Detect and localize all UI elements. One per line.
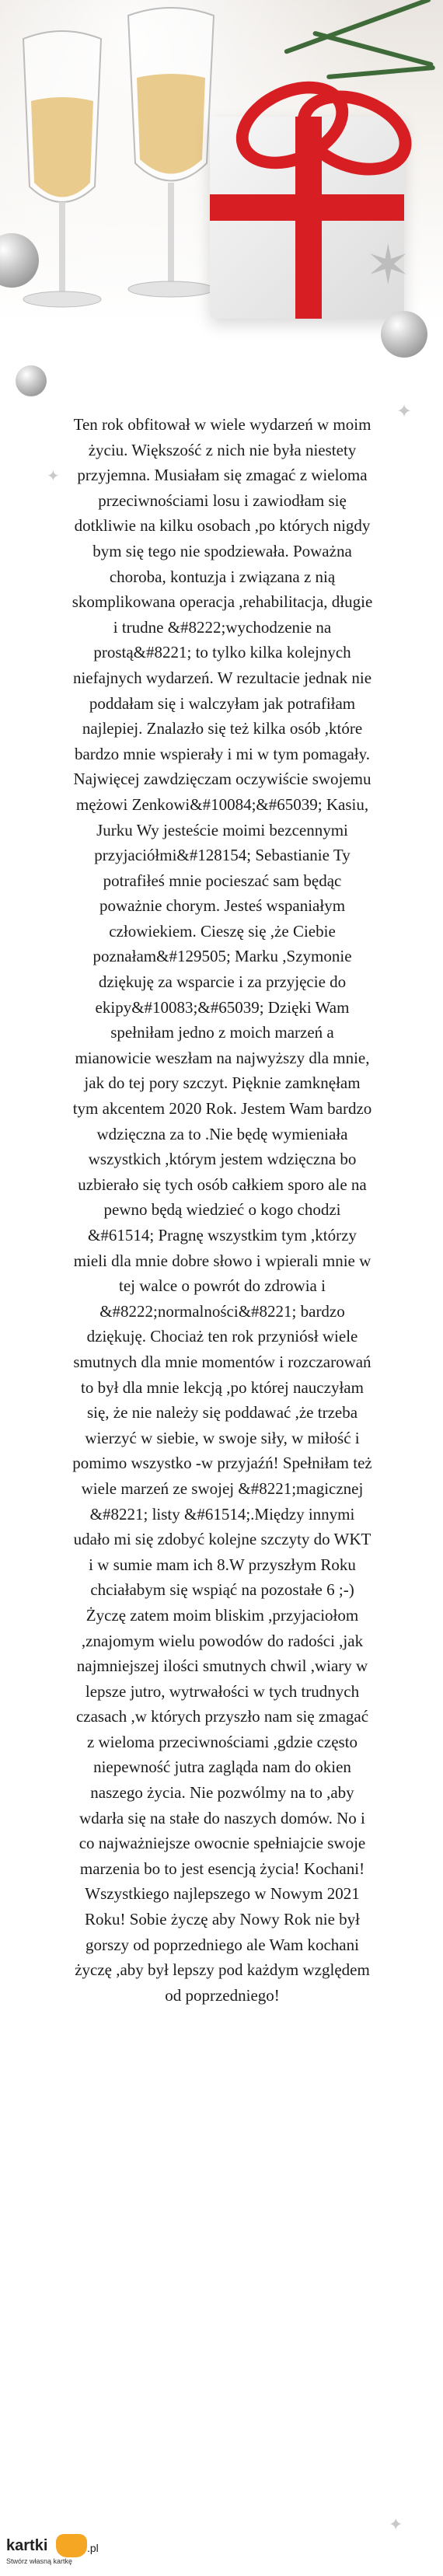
star-icon: ✦ [389, 2515, 403, 2534]
star-icon: ✦ [47, 468, 60, 485]
header-christmas-image [0, 0, 443, 485]
greeting-message: Ten rok obfitował w wiele wydarzeń w moim życiu. Większość z nich nie była niestety przyjemna. Musiałam się zmagać z wieloma przeciwnościami losu i zawiodłam się dotkliwie na kilku osobach ,po których nigdy bym się tego nie spodziewała. Poważna choroba, kontuzja i związana z nią skomplikowana operacja ,rehabilitacja, długie i trudne &#8222;wychodzenie na prostą&#8221; to tylko kilka kolejnych niefajnych wydarzeń. W rezultacie jednak nie poddałam się i walczyłam jak potrafiłam najlepiej. Znalazło się też kilka osób ,które bardzo mnie wspierały i mi w tym pomagały. Najwięcej zawdzięczam oczywiście swojemu mężowi Zenkowi&#10084;&#65039; Kasiu, Jurku Wy jesteście moimi bezcennymi przyjaciółmi&#128154; Sebastianie Ty potrafiłeś mnie pocieszać sam będąc poważnie chorym. Jesteś wspaniałym człowiekiem. Cieszę się ,że Ciebie poznałam&#129505; Marku ,Szymonie dziękuję za wsparcie i za przyjęcie do ekipy&#10083;&#65039; Dzięki Wam spełniłam jedno z moich marzeń a mianowicie weszłam na najwyższy dla mnie, jak do tej pory szczyt. Pięknie zamknęłam tym akcentem 2020 Rok. Jestem Wam bardzo wdzięczna za to .Nie będę wymieniała wszystkich ,którym jestem wdzięczna bo uzbierało się tych osób całkiem sporo ale na pewno będą wiedzieć o kogo chodzi &#61514; Pragnę wszystkim tym ,którzy mieli dla mnie dobre słowo i wpierali mnie w tej walce o powrót do zdrowia i &#8222;normalności&#8221; bardzo dziękuję. Chociaż ten rok przyniósł wiele smutnych dla mnie momentów i rozczarowań to był dla mnie lekcją ,po której nauczyłam się, że nie należy się poddawać ,że trzeba wierzyć w siebie, w swoje siły, w miłość i pomimo wszystko -w przyjaźń! Spełniłam też wiele marzeń ze swojej &#8221;magicznej &#8221; listy &#61514;.Między innymi udało mi się zdobyć kolejne szczyty do WKT i w sumie mam ich 8.W przyszłym Roku chciałabym się wspiąć na pozostałe 6 ;-) Życzę zatem moim bliskim ,przyjaciołom ,znajomym wielu powodów do radości ,jak najmniejszej ilości smutnych chwil ,wiary w lepsze jutro, wytrwałości w tych trudnych czasach ,w których przyszło nam się zmagać z wieloma przeciwnościami ,gdzie często niepewność jutra zagląda nam do okien naszego życia. Nie pozwólmy na to ,aby wdarła się na stałe do naszych domów. No i co najważniejsze owocnie spełniajcie swoje marzenia bo to jest esencją życia! Kochani! Wszystkiego najlepszego w Nowym 2021 Roku! Sobie życzę aby Nowy Rok nie był gorszy od poprzedniego ale Wam kochani życzę ,aby był lepszy pod każdym względem od poprzedniego! [72, 415, 373, 2005]
logo-tagline: Stwórz własną kartkę [6, 2557, 73, 2565]
star-icon: ✶ [365, 236, 411, 296]
heart-badge-icon [56, 2534, 87, 2557]
bauble-icon [16, 365, 47, 396]
kartki-logo[interactable] [6, 2534, 115, 2570]
star-icon: ✦ [396, 402, 413, 422]
bauble-icon [381, 311, 427, 358]
logo-wordmark: kartki [6, 2537, 48, 2554]
logo-domain: .pl [87, 2542, 99, 2554]
